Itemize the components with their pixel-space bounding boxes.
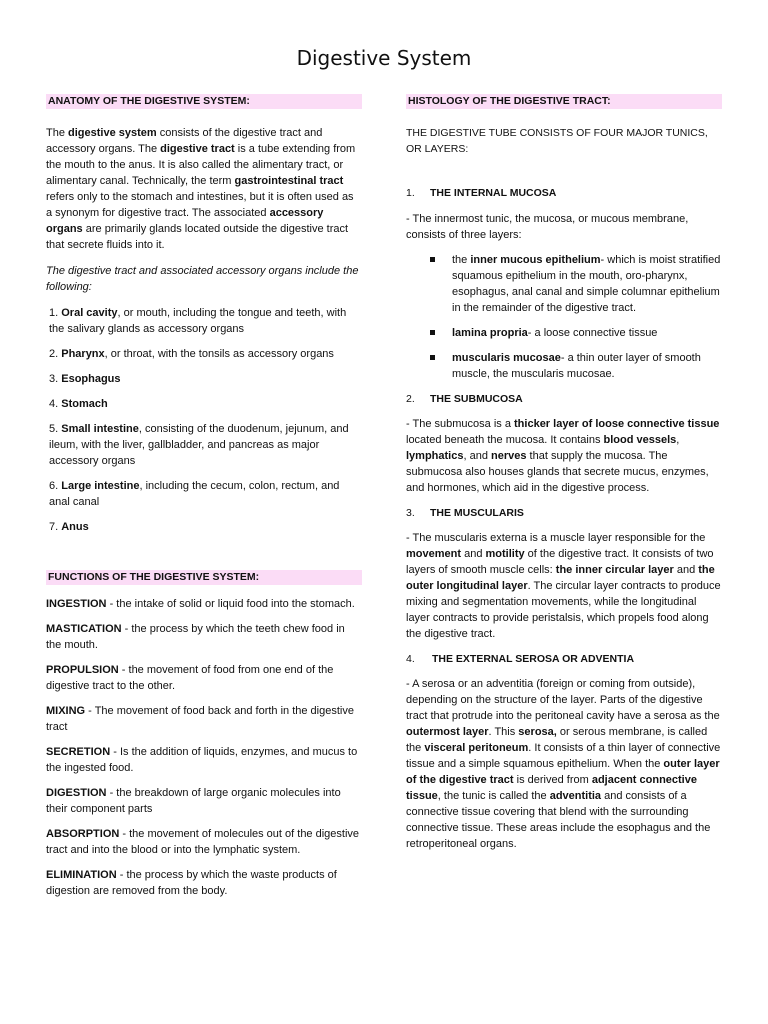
- anatomy-italic-note: The digestive tract and associated accessory organs include the following:: [46, 265, 359, 293]
- text-run: - The submucosa is a: [406, 418, 515, 430]
- text-run: . It consists of a thin layer of connective tissue and a simple squamous epithelium. When the: [406, 742, 721, 770]
- function-item: [46, 826, 362, 858]
- organ-item-6: [46, 478, 362, 510]
- functions-section-header: FUNCTIONS OF THE DIGESTIVE SYSTEM:: [46, 570, 362, 585]
- bold-term: lymphatics: [406, 450, 464, 462]
- document-title: Digestive System: [296, 46, 472, 70]
- text-run: , or mouth, including the tongue and teeth, with the salivary glands as accessory organs: [49, 307, 347, 335]
- bold-term: inner mucous epithelium: [470, 254, 601, 266]
- histology-section-header: HISTOLOGY OF THE DIGESTIVE TRACT:: [406, 94, 722, 109]
- text-run: , including the cecum, colon, rectum, and anal canal: [49, 480, 340, 508]
- text-run: , consisting of the duodenum, jejunum, and ileum, with the liver, gallbladder, and pancreas as major accessory organs: [49, 423, 349, 467]
- text-run: , and: [463, 450, 491, 462]
- text-run: 3.: [49, 373, 62, 385]
- function-term: ABSORPTION: [46, 828, 120, 840]
- function-desc: - the movement of molecules out of the digestive tract and into the blood or into the lymphatic system.: [46, 828, 360, 856]
- serosa-text: [406, 676, 722, 852]
- bold-term: Pharynx: [61, 348, 105, 360]
- submucosa-text: [406, 416, 722, 496]
- bold-term: nerves: [491, 450, 527, 462]
- text-run: - A serosa or an adventitia (foreign or coming from outside), depending on the structure of the layer. Parts of the digestive tract that protrude into the peritoneal cavity have a serosa as the: [406, 678, 720, 722]
- text-run: ,: [676, 434, 680, 446]
- text-run: or serous membrane, is called the: [406, 726, 708, 754]
- function-desc: - the process by which the waste products of digestion are removed from the body.: [46, 869, 337, 897]
- organ-item-4: [46, 396, 362, 412]
- submucosa-title: THE SUBMUCOSA: [430, 393, 523, 405]
- function-item: [46, 703, 362, 735]
- bullet-text: [452, 254, 720, 314]
- muscularis-title: THE MUSCULARIS: [430, 507, 524, 519]
- text-run: located beneath the mucosa. It contains: [406, 434, 604, 446]
- text-run: 5.: [49, 423, 62, 435]
- anatomy-section-header: ANATOMY OF THE DIGESTIVE SYSTEM:: [46, 94, 362, 109]
- function-item: [46, 867, 362, 899]
- bold-term: outermost layer: [406, 726, 489, 738]
- bold-term: adjacent connective tissue: [406, 774, 697, 802]
- text-run: is derived from: [513, 774, 592, 786]
- bold-term: Small intestine: [61, 423, 139, 435]
- text-run: , the tunic is called the: [437, 790, 550, 802]
- function-desc: - the breakdown of large organic molecules into their component parts: [46, 787, 341, 815]
- bold-term: accessory organs: [46, 207, 324, 235]
- function-term: PROPULSION: [46, 664, 119, 676]
- text-run: and: [461, 548, 486, 560]
- text-run: and consists of a connective tissue covering that blend with the surrounding connective tissue. These areas include the esophagus and the retroperitoneal organs.: [406, 790, 711, 850]
- text-run: are primarily glands located outside the digestive tract that secrete fluids into it.: [46, 223, 349, 251]
- text-run: - a thin outer layer of smooth muscle, the muscularis mucosae.: [452, 352, 701, 380]
- bold-term: the inner circular layer: [555, 564, 674, 576]
- histology-intro: THE DIGESTIVE TUBE CONSISTS OF FOUR MAJOR TUNICS, OR LAYERS:: [406, 127, 708, 155]
- mucosa-heading: [406, 185, 722, 201]
- text-run: refers only to the stomach and intestines, but it is often used as a synonym for digestive tract. The associated: [46, 191, 354, 219]
- function-term: DIGESTION: [46, 787, 107, 799]
- organ-item-5: [46, 421, 362, 469]
- function-desc: - the process by which the teeth chew food in the mouth.: [46, 623, 345, 651]
- bullet-square-icon: [430, 355, 435, 360]
- muscularis-heading: [406, 505, 722, 521]
- organ-item-1: [46, 305, 362, 337]
- text-run: of the digestive tract. It consists of two layers of smooth muscle cells:: [406, 548, 714, 576]
- bullet-square-icon: [430, 330, 435, 335]
- text-run: . The circular layer contracts to produce mixing and segmentation movements, while the longitudinal layer contracts to provide peristalsis, which propels food along the digestive tract.: [406, 580, 721, 640]
- bold-term: digestive tract: [160, 143, 235, 155]
- muscularis-text: [406, 530, 722, 642]
- function-term: INGESTION: [46, 598, 107, 610]
- text-run: - The muscularis externa is a muscle layer responsible for the: [406, 532, 706, 544]
- mucosa-bullet: [406, 325, 722, 341]
- function-term: MASTICATION: [46, 623, 122, 635]
- mucosa-bullet: [406, 350, 722, 382]
- text-run: that supply the mucosa. The submucosa also houses glands that secrete mucus, enzymes, and hormones, which aid in the digestive process.: [406, 450, 709, 494]
- organ-item-2: [46, 346, 362, 362]
- bold-term: movement: [406, 548, 462, 560]
- organ-item-3: [46, 371, 362, 387]
- bold-term: blood vessels: [603, 434, 677, 446]
- function-item: [46, 621, 362, 653]
- text-run: is a tube extending from the mouth to the anus. It is also called the alimentary tract, or alimentary canal. Technically, the term: [46, 143, 356, 187]
- serosa-title: THE EXTERNAL SEROSA OR ADVENTIA: [432, 653, 635, 665]
- function-item: [46, 744, 362, 776]
- organ-list: [46, 305, 362, 535]
- bold-term: thicker layer of loose connective tissue: [514, 418, 720, 430]
- organ-item-7: [46, 519, 362, 535]
- text-run: 4.: [49, 398, 62, 410]
- text-run: - which is moist stratified squamous epithelium in the mouth, oro-pharynx, esophagus, anal canal and simple columnar epithelium in the remainder of the digestive tract.: [452, 254, 721, 314]
- functions-list: [46, 596, 362, 899]
- bold-term: outer layer of the digestive tract: [406, 758, 720, 786]
- function-desc: - the movement of food from one end of the digestive tract to the other.: [46, 664, 334, 692]
- bold-term: the outer longitudinal layer: [406, 564, 715, 592]
- bold-term: digestive system: [68, 127, 157, 139]
- mucosa-number: 1.: [406, 187, 415, 199]
- bullet-text: [452, 352, 701, 380]
- text-run: and: [673, 564, 699, 576]
- muscularis-number: 3.: [406, 507, 415, 519]
- bold-term: adventitia: [549, 790, 602, 802]
- function-desc: - the intake of solid or liquid food into the stomach.: [106, 598, 355, 610]
- function-term: ELIMINATION: [46, 869, 117, 881]
- function-term: SECRETION: [46, 746, 111, 758]
- function-desc: - The movement of food back and forth in the digestive tract: [46, 705, 354, 733]
- mucosa-text: - The innermost tunic, the mucosa, or mucous membrane, consists of three layers:: [406, 213, 689, 241]
- submucosa-heading: [406, 391, 722, 407]
- text-run: 6.: [49, 480, 62, 492]
- text-run: consists of the digestive tract and accessory organs. The: [46, 127, 323, 155]
- mucosa-title: THE INTERNAL MUCOSA: [430, 187, 557, 199]
- text-run: 7.: [49, 521, 62, 533]
- bullet-square-icon: [430, 257, 435, 262]
- bold-term: Stomach: [61, 398, 108, 410]
- text-run: the: [452, 254, 471, 266]
- function-item: [46, 662, 362, 694]
- bold-term: Large intestine: [61, 480, 140, 492]
- function-desc: - Is the addition of liquids, enzymes, and mucus to the ingested food.: [46, 746, 358, 774]
- bold-term: muscularis mucosae: [452, 352, 561, 364]
- text-run: 1.: [49, 307, 62, 319]
- bold-term: lamina propria: [452, 327, 528, 339]
- bold-term: Oral cavity: [61, 307, 118, 319]
- submucosa-number: 2.: [406, 393, 415, 405]
- serosa-heading: [406, 651, 722, 667]
- bold-term: Anus: [61, 521, 89, 533]
- text-run: , or throat, with the tonsils as accessory organs: [104, 348, 334, 360]
- bullet-text: [452, 327, 657, 339]
- function-item: [46, 785, 362, 817]
- bold-term: motility: [485, 548, 525, 560]
- mucosa-bullet: [406, 252, 722, 316]
- text-run: The: [46, 127, 69, 139]
- bold-term: gastrointestinal tract: [234, 175, 344, 187]
- bold-term: Esophagus: [61, 373, 121, 385]
- anatomy-intro-paragraph: [46, 125, 362, 253]
- function-term: MIXING: [46, 705, 86, 717]
- text-run: - a loose connective tissue: [527, 327, 658, 339]
- left-column: [46, 94, 362, 899]
- right-column: [406, 94, 722, 852]
- bold-term: serosa,: [518, 726, 557, 738]
- function-item: [46, 596, 362, 612]
- text-run: 2.: [49, 348, 62, 360]
- serosa-number: 4.: [406, 653, 415, 665]
- text-run: . This: [488, 726, 519, 738]
- bold-term: visceral peritoneum: [424, 742, 529, 754]
